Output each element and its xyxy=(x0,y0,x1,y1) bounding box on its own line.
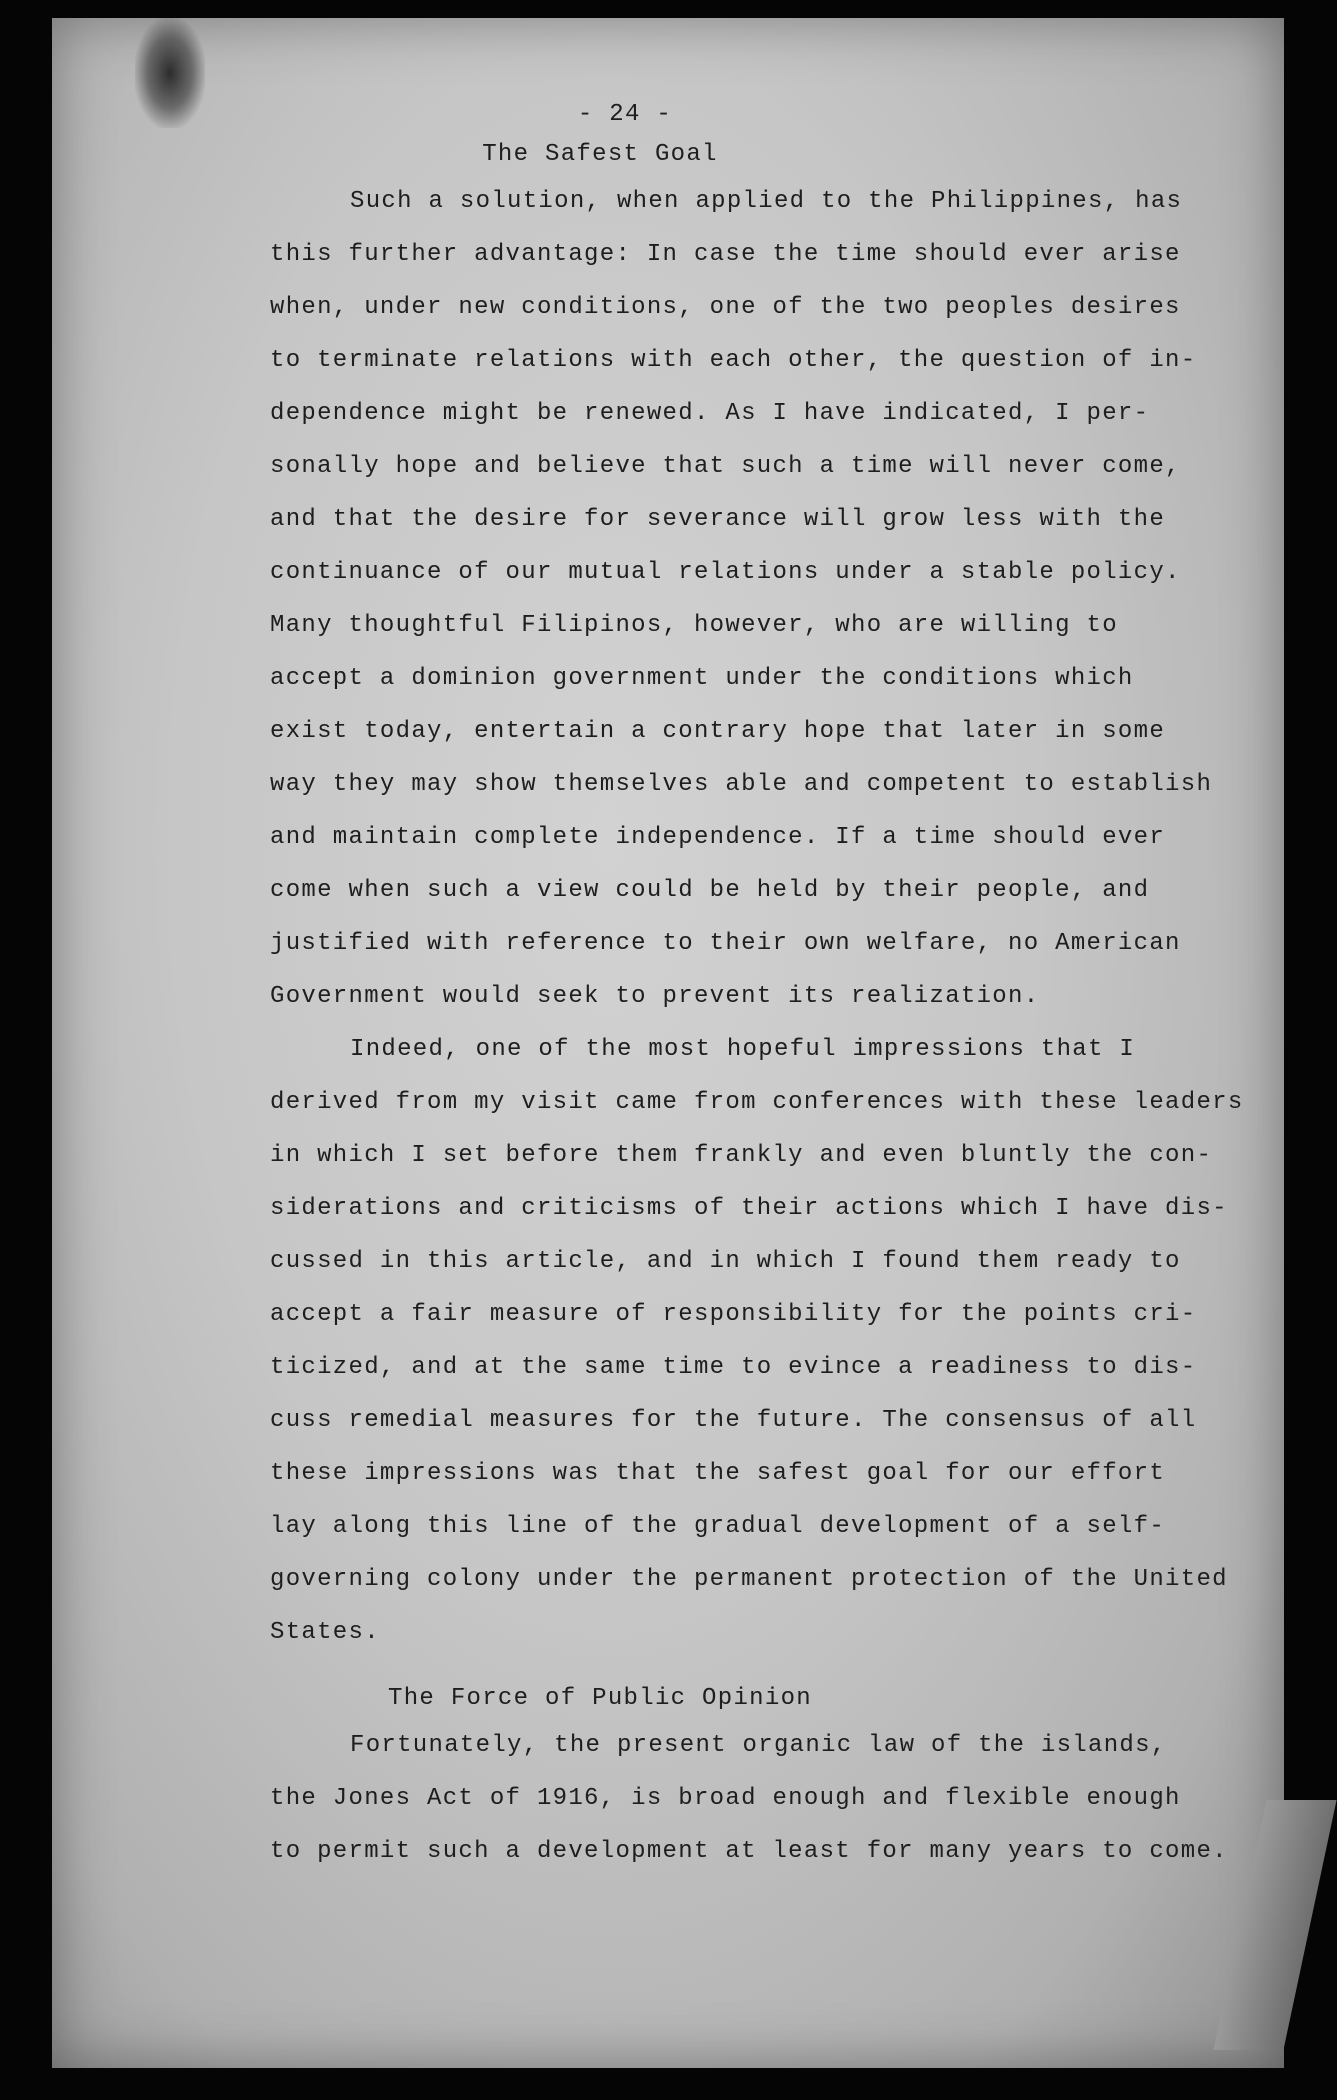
text-line: sonally hope and believe that such a time will never come, xyxy=(270,453,1181,480)
text-line: accept a dominion government under the conditions which xyxy=(270,665,1134,692)
text-line: in which I set before them frankly and even bluntly the con- xyxy=(270,1142,1213,1169)
text-line: siderations and criticisms of their actions which I have dis- xyxy=(270,1195,1228,1222)
text-line: States. xyxy=(270,1619,380,1646)
text-line: way they may show themselves able and competent to establish xyxy=(270,771,1213,798)
text-line: exist today, entertain a contrary hope that later in some xyxy=(270,718,1166,745)
text-line: and maintain complete independence. If a time should ever xyxy=(270,824,1166,851)
text-line: the Jones Act of 1916, is broad enough and flexible enough xyxy=(270,1785,1181,1812)
text-line: justified with reference to their own welfare, no American xyxy=(270,930,1181,957)
text-line: Fortunately, the present organic law of the islands, xyxy=(350,1732,1167,1759)
text-line: and that the desire for severance will grow less with the xyxy=(270,506,1166,533)
text-line: come when such a view could be held by their people, and xyxy=(270,877,1150,904)
section-heading: The Safest Goal xyxy=(482,141,718,168)
text-line: accept a fair measure of responsibility for the points cri- xyxy=(270,1301,1197,1328)
typewritten-text xyxy=(270,95,1250,1878)
text-line: to terminate relations with each other, the question of in- xyxy=(270,347,1197,374)
section-spacer xyxy=(270,1659,1250,1679)
text-line: cussed in this article, and in which I found them ready to xyxy=(270,1248,1181,1275)
text-line: Such a solution, when applied to the Philippines, has xyxy=(350,188,1183,215)
document-content xyxy=(270,135,1250,1878)
text-line: cuss remedial measures for the future. The consensus of all xyxy=(270,1407,1197,1434)
ink-stain xyxy=(135,18,205,128)
text-line: governing colony under the permanent protection of the United xyxy=(270,1566,1228,1593)
paragraph xyxy=(270,175,1250,1023)
text-line: continuance of our mutual relations under a stable policy. xyxy=(270,559,1181,586)
text-line: this further advantage: In case the time should ever arise xyxy=(270,241,1181,268)
page-number: - 24 - xyxy=(577,101,673,128)
text-line: ticized, and at the same time to evince a readiness to dis- xyxy=(270,1354,1197,1381)
text-line: Many thoughtful Filipinos, however, who are willing to xyxy=(270,612,1118,639)
paragraph xyxy=(270,1719,1250,1878)
text-line: to permit such a development at least for many years to come. xyxy=(270,1838,1228,1865)
section-heading: The Force of Public Opinion xyxy=(388,1685,812,1712)
text-line: these impressions was that the safest goal for our effort xyxy=(270,1460,1166,1487)
text-line: derived from my visit came from conferences with these leaders xyxy=(270,1089,1244,1116)
text-line: lay along this line of the gradual development of a self- xyxy=(270,1513,1166,1540)
text-line: dependence might be renewed. As I have indicated, I per- xyxy=(270,400,1150,427)
text-line: Indeed, one of the most hopeful impressions that I xyxy=(350,1036,1136,1063)
text-line: when, under new conditions, one of the two peoples desires xyxy=(270,294,1181,321)
text-line: Government would seek to prevent its realization. xyxy=(270,983,1040,1010)
paragraph xyxy=(270,1023,1250,1659)
